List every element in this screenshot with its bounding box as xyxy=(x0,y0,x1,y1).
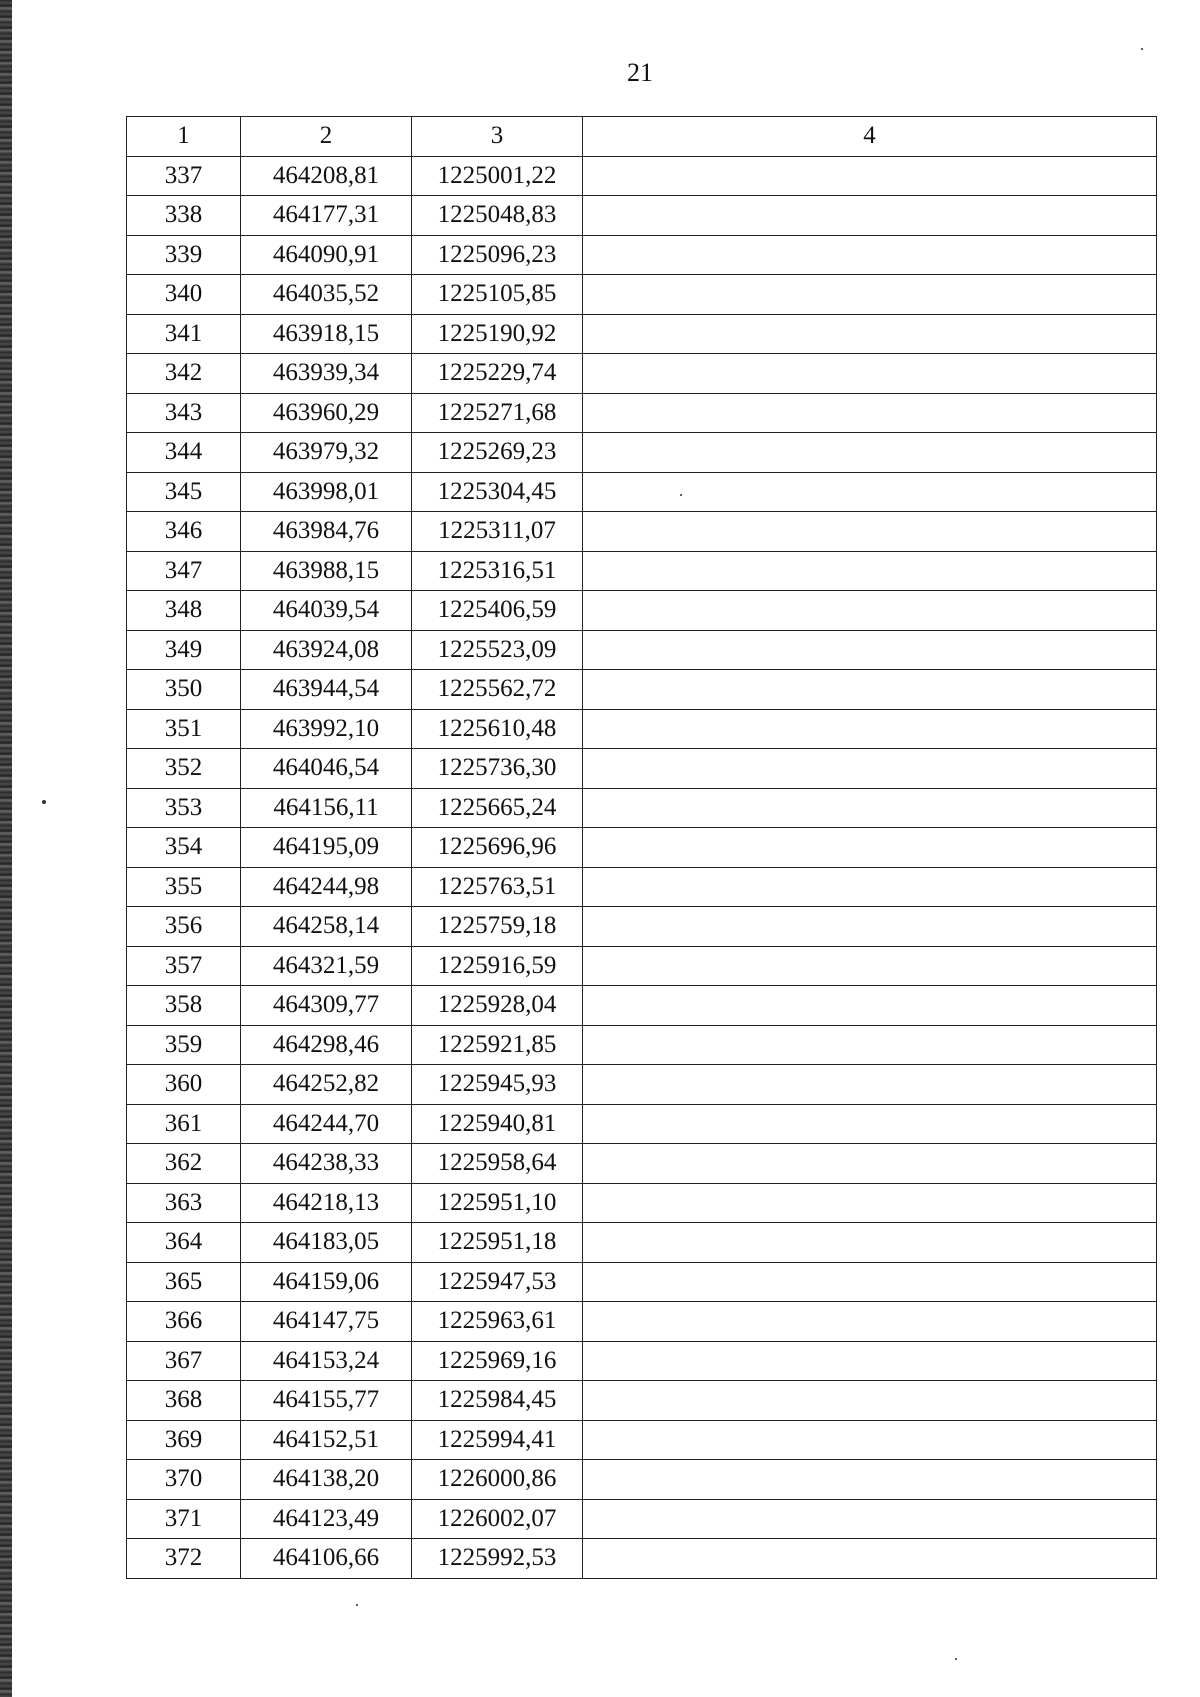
x-coordinate-cell: 464035,52 xyxy=(241,275,412,315)
scan-speck xyxy=(955,1658,957,1660)
y-coordinate-cell: 1225916,59 xyxy=(412,946,583,986)
point-number-cell: 372 xyxy=(127,1539,241,1579)
x-coordinate-cell: 464258,14 xyxy=(241,907,412,947)
x-coordinate-cell: 463992,10 xyxy=(241,709,412,749)
notes-cell xyxy=(583,907,1157,947)
y-coordinate-cell: 1225229,74 xyxy=(412,354,583,394)
point-number-cell: 346 xyxy=(127,512,241,552)
point-number-cell: 350 xyxy=(127,670,241,710)
x-coordinate-cell: 463998,01 xyxy=(241,472,412,512)
x-coordinate-cell: 463960,29 xyxy=(241,393,412,433)
notes-cell xyxy=(583,472,1157,512)
point-number-cell: 371 xyxy=(127,1499,241,1539)
table-row xyxy=(127,1539,1157,1579)
table-row xyxy=(127,551,1157,591)
point-number-cell: 360 xyxy=(127,1065,241,1105)
notes-cell xyxy=(583,354,1157,394)
scan-speck xyxy=(42,800,46,804)
x-coordinate-cell: 464123,49 xyxy=(241,1499,412,1539)
y-coordinate-cell: 1225523,09 xyxy=(412,630,583,670)
table-row xyxy=(127,591,1157,631)
x-coordinate-cell: 464238,33 xyxy=(241,1144,412,1184)
notes-cell xyxy=(583,196,1157,236)
notes-cell xyxy=(583,1460,1157,1500)
notes-cell xyxy=(583,1381,1157,1421)
notes-cell xyxy=(583,1144,1157,1184)
x-coordinate-cell: 463944,54 xyxy=(241,670,412,710)
y-coordinate-cell: 1226000,86 xyxy=(412,1460,583,1500)
table-row xyxy=(127,1065,1157,1105)
y-coordinate-cell: 1225947,53 xyxy=(412,1262,583,1302)
y-coordinate-cell: 1225994,41 xyxy=(412,1420,583,1460)
notes-cell xyxy=(583,1223,1157,1263)
y-coordinate-cell: 1225958,64 xyxy=(412,1144,583,1184)
y-coordinate-cell: 1225316,51 xyxy=(412,551,583,591)
point-number-cell: 364 xyxy=(127,1223,241,1263)
x-coordinate-cell: 464177,31 xyxy=(241,196,412,236)
table-header-row xyxy=(127,117,1157,157)
table-row xyxy=(127,1460,1157,1500)
y-coordinate-cell: 1225271,68 xyxy=(412,393,583,433)
y-coordinate-cell: 1225696,96 xyxy=(412,828,583,868)
y-coordinate-cell: 1225048,83 xyxy=(412,196,583,236)
table-row xyxy=(127,788,1157,828)
point-number-cell: 358 xyxy=(127,986,241,1026)
x-coordinate-cell: 464039,54 xyxy=(241,591,412,631)
x-coordinate-cell: 463979,32 xyxy=(241,433,412,473)
x-coordinate-cell: 464244,70 xyxy=(241,1104,412,1144)
scan-speck xyxy=(1141,48,1143,50)
table-row xyxy=(127,709,1157,749)
x-coordinate-cell: 463924,08 xyxy=(241,630,412,670)
point-number-cell: 357 xyxy=(127,946,241,986)
point-number-cell: 337 xyxy=(127,156,241,196)
x-coordinate-cell: 463988,15 xyxy=(241,551,412,591)
notes-cell xyxy=(583,828,1157,868)
point-number-cell: 341 xyxy=(127,314,241,354)
table-row xyxy=(127,1104,1157,1144)
point-number-cell: 349 xyxy=(127,630,241,670)
point-number-cell: 362 xyxy=(127,1144,241,1184)
table-row xyxy=(127,1341,1157,1381)
point-number-cell: 370 xyxy=(127,1460,241,1500)
x-coordinate-cell: 464218,13 xyxy=(241,1183,412,1223)
table-body xyxy=(127,156,1157,1578)
x-coordinate-cell: 464321,59 xyxy=(241,946,412,986)
notes-cell xyxy=(583,1065,1157,1105)
y-coordinate-cell: 1225610,48 xyxy=(412,709,583,749)
x-coordinate-cell: 463984,76 xyxy=(241,512,412,552)
point-number-cell: 359 xyxy=(127,1025,241,1065)
point-number-cell: 351 xyxy=(127,709,241,749)
notes-cell xyxy=(583,433,1157,473)
x-coordinate-cell: 464106,66 xyxy=(241,1539,412,1579)
x-coordinate-cell: 463918,15 xyxy=(241,314,412,354)
y-coordinate-cell: 1225940,81 xyxy=(412,1104,583,1144)
notes-cell xyxy=(583,1539,1157,1579)
y-coordinate-cell: 1225269,23 xyxy=(412,433,583,473)
notes-cell xyxy=(583,1262,1157,1302)
x-coordinate-cell: 464298,46 xyxy=(241,1025,412,1065)
point-number-cell: 347 xyxy=(127,551,241,591)
x-coordinate-cell: 464153,24 xyxy=(241,1341,412,1381)
point-number-cell: 355 xyxy=(127,867,241,907)
x-coordinate-cell: 464152,51 xyxy=(241,1420,412,1460)
table-row xyxy=(127,1025,1157,1065)
table-row xyxy=(127,314,1157,354)
x-coordinate-cell: 464244,98 xyxy=(241,867,412,907)
notes-cell xyxy=(583,1183,1157,1223)
y-coordinate-cell: 1225951,10 xyxy=(412,1183,583,1223)
x-coordinate-cell: 464159,06 xyxy=(241,1262,412,1302)
point-number-cell: 353 xyxy=(127,788,241,828)
y-coordinate-cell: 1225984,45 xyxy=(412,1381,583,1421)
table-row xyxy=(127,1302,1157,1342)
notes-cell xyxy=(583,314,1157,354)
table-row xyxy=(127,433,1157,473)
scan-edge-shadow xyxy=(0,0,12,1697)
notes-cell xyxy=(583,275,1157,315)
table-row xyxy=(127,512,1157,552)
table-row xyxy=(127,354,1157,394)
notes-cell xyxy=(583,788,1157,828)
notes-cell xyxy=(583,1104,1157,1144)
notes-cell xyxy=(583,670,1157,710)
notes-cell xyxy=(583,1420,1157,1460)
x-coordinate-cell: 464155,77 xyxy=(241,1381,412,1421)
x-coordinate-cell: 464183,05 xyxy=(241,1223,412,1263)
point-number-cell: 348 xyxy=(127,591,241,631)
y-coordinate-cell: 1225096,23 xyxy=(412,235,583,275)
point-number-cell: 345 xyxy=(127,472,241,512)
notes-cell xyxy=(583,1025,1157,1065)
x-coordinate-cell: 464195,09 xyxy=(241,828,412,868)
point-number-cell: 354 xyxy=(127,828,241,868)
y-coordinate-cell: 1225921,85 xyxy=(412,1025,583,1065)
point-number-cell: 343 xyxy=(127,393,241,433)
notes-cell xyxy=(583,1341,1157,1381)
y-coordinate-cell: 1225969,16 xyxy=(412,1341,583,1381)
column-header-2: 2 xyxy=(241,117,412,157)
point-number-cell: 368 xyxy=(127,1381,241,1421)
table-row xyxy=(127,1420,1157,1460)
column-header-3: 3 xyxy=(412,117,583,157)
table-row xyxy=(127,749,1157,789)
x-coordinate-cell: 464090,91 xyxy=(241,235,412,275)
y-coordinate-cell: 1225001,22 xyxy=(412,156,583,196)
notes-cell xyxy=(583,749,1157,789)
y-coordinate-cell: 1225665,24 xyxy=(412,788,583,828)
y-coordinate-cell: 1225945,93 xyxy=(412,1065,583,1105)
y-coordinate-cell: 1225963,61 xyxy=(412,1302,583,1342)
table-row xyxy=(127,986,1157,1026)
notes-cell xyxy=(583,709,1157,749)
x-coordinate-cell: 464309,77 xyxy=(241,986,412,1026)
x-coordinate-cell: 463939,34 xyxy=(241,354,412,394)
table-row xyxy=(127,630,1157,670)
x-coordinate-cell: 464156,11 xyxy=(241,788,412,828)
y-coordinate-cell: 1225992,53 xyxy=(412,1539,583,1579)
table-row xyxy=(127,1223,1157,1263)
notes-cell xyxy=(583,235,1157,275)
x-coordinate-cell: 464046,54 xyxy=(241,749,412,789)
point-number-cell: 367 xyxy=(127,1341,241,1381)
notes-cell xyxy=(583,393,1157,433)
column-header-4: 4 xyxy=(583,117,1157,157)
y-coordinate-cell: 1225190,92 xyxy=(412,314,583,354)
table-row xyxy=(127,156,1157,196)
scan-speck xyxy=(356,1604,358,1606)
y-coordinate-cell: 1225763,51 xyxy=(412,867,583,907)
x-coordinate-cell: 464252,82 xyxy=(241,1065,412,1105)
y-coordinate-cell: 1225311,07 xyxy=(412,512,583,552)
table-row xyxy=(127,235,1157,275)
point-number-cell: 365 xyxy=(127,1262,241,1302)
y-coordinate-cell: 1225562,72 xyxy=(412,670,583,710)
notes-cell xyxy=(583,986,1157,1026)
notes-cell xyxy=(583,591,1157,631)
table-row xyxy=(127,1381,1157,1421)
x-coordinate-cell: 464147,75 xyxy=(241,1302,412,1342)
y-coordinate-cell: 1225759,18 xyxy=(412,907,583,947)
y-coordinate-cell: 1225304,45 xyxy=(412,472,583,512)
page-number: 21 xyxy=(627,58,653,87)
notes-cell xyxy=(583,512,1157,552)
y-coordinate-cell: 1225951,18 xyxy=(412,1223,583,1263)
column-header-1: 1 xyxy=(127,117,241,157)
coordinates-table xyxy=(126,116,1157,1579)
y-coordinate-cell: 1225928,04 xyxy=(412,986,583,1026)
notes-cell xyxy=(583,551,1157,591)
table-row xyxy=(127,1183,1157,1223)
point-number-cell: 339 xyxy=(127,235,241,275)
table-row xyxy=(127,867,1157,907)
point-number-cell: 361 xyxy=(127,1104,241,1144)
point-number-cell: 366 xyxy=(127,1302,241,1342)
notes-cell xyxy=(583,1302,1157,1342)
table-row xyxy=(127,828,1157,868)
table-row xyxy=(127,907,1157,947)
y-coordinate-cell: 1225406,59 xyxy=(412,591,583,631)
notes-cell xyxy=(583,156,1157,196)
notes-cell xyxy=(583,867,1157,907)
y-coordinate-cell: 1225105,85 xyxy=(412,275,583,315)
x-coordinate-cell: 464138,20 xyxy=(241,1460,412,1500)
table-row xyxy=(127,472,1157,512)
notes-cell xyxy=(583,630,1157,670)
table-row xyxy=(127,393,1157,433)
point-number-cell: 340 xyxy=(127,275,241,315)
y-coordinate-cell: 1226002,07 xyxy=(412,1499,583,1539)
x-coordinate-cell: 464208,81 xyxy=(241,156,412,196)
point-number-cell: 363 xyxy=(127,1183,241,1223)
table-row xyxy=(127,1499,1157,1539)
table-row xyxy=(127,196,1157,236)
point-number-cell: 356 xyxy=(127,907,241,947)
notes-cell xyxy=(583,946,1157,986)
table-row xyxy=(127,1262,1157,1302)
point-number-cell: 338 xyxy=(127,196,241,236)
table-row xyxy=(127,275,1157,315)
point-number-cell: 369 xyxy=(127,1420,241,1460)
point-number-cell: 344 xyxy=(127,433,241,473)
table-row xyxy=(127,946,1157,986)
point-number-cell: 352 xyxy=(127,749,241,789)
table-row xyxy=(127,1144,1157,1184)
notes-cell xyxy=(583,1499,1157,1539)
y-coordinate-cell: 1225736,30 xyxy=(412,749,583,789)
table-row xyxy=(127,670,1157,710)
point-number-cell: 342 xyxy=(127,354,241,394)
